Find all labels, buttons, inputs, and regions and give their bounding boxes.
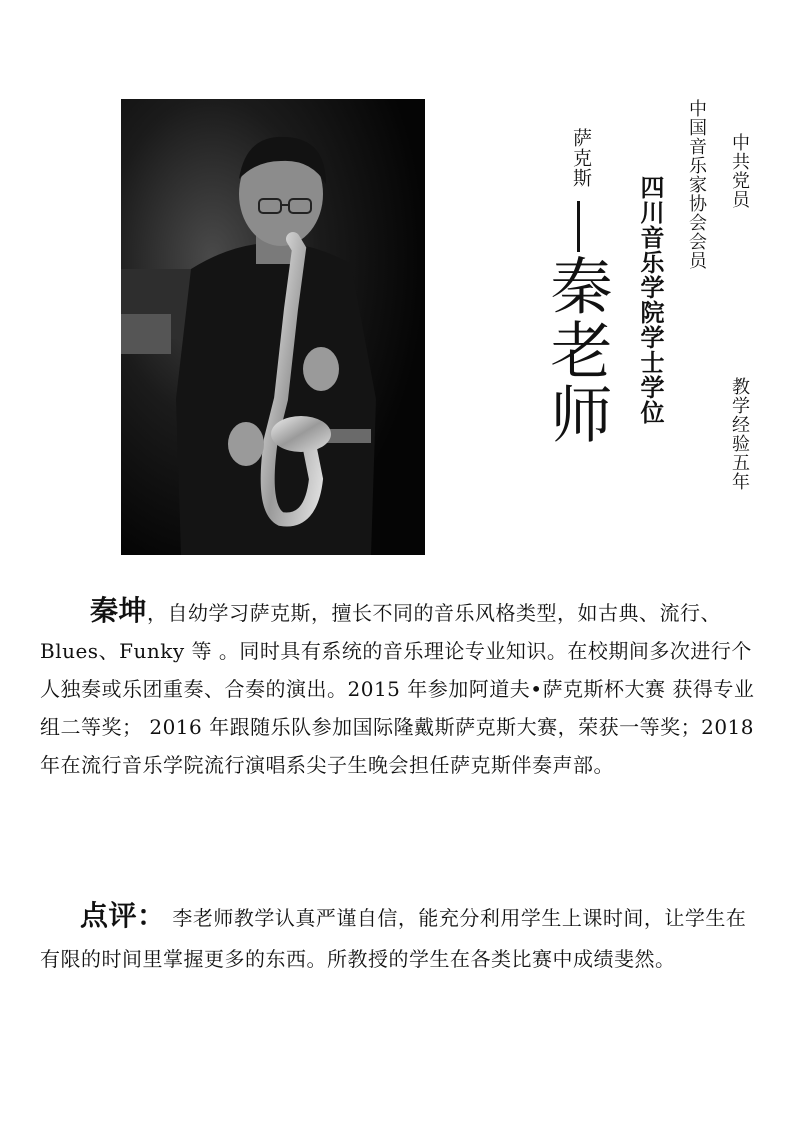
review-paragraph xyxy=(40,895,765,980)
review-label: 点评： xyxy=(80,899,166,932)
saxophone-player-illustration xyxy=(121,99,425,555)
experience-text: 教学经验五年 xyxy=(729,377,750,491)
party-text: 中共党员 xyxy=(729,133,750,209)
teacher-title: 秦老师 xyxy=(540,254,613,446)
teacher-photo xyxy=(121,99,425,555)
degree-text: 四川音乐学院学士学位 xyxy=(636,175,664,425)
review-text: 李老师教学认真严谨自信，能充分利用学生上课时间，让学生在有限的时间里掌握更多的东西。所教授的学生在各类比赛中成绩斐然。 xyxy=(40,906,747,971)
association-text: 中国音乐家协会会员 xyxy=(686,99,707,270)
title-divider xyxy=(577,201,580,252)
instrument-label: 萨克斯 xyxy=(570,128,592,188)
bio-text: ，自幼学习萨克斯，擅长不同的音乐风格类型，如古典、流行、Blues、Funky 等 。同时具有系统的音乐理论专业知识。在校期间多次进行个人独奏或乐团重奏、合奏的演出。2015 年参加阿道夫•萨克斯杯大赛 获得专业组二等奖； 2016 年跟随乐队参加国际隆戴斯萨克斯大赛，荣获一等奖；2018 年在流行音乐学院流行演唱系尖子生晚会担任萨克斯伴奏声部。 xyxy=(40,601,755,777)
bio-name: 秦坤 xyxy=(90,594,148,627)
bio-paragraph xyxy=(40,592,765,784)
